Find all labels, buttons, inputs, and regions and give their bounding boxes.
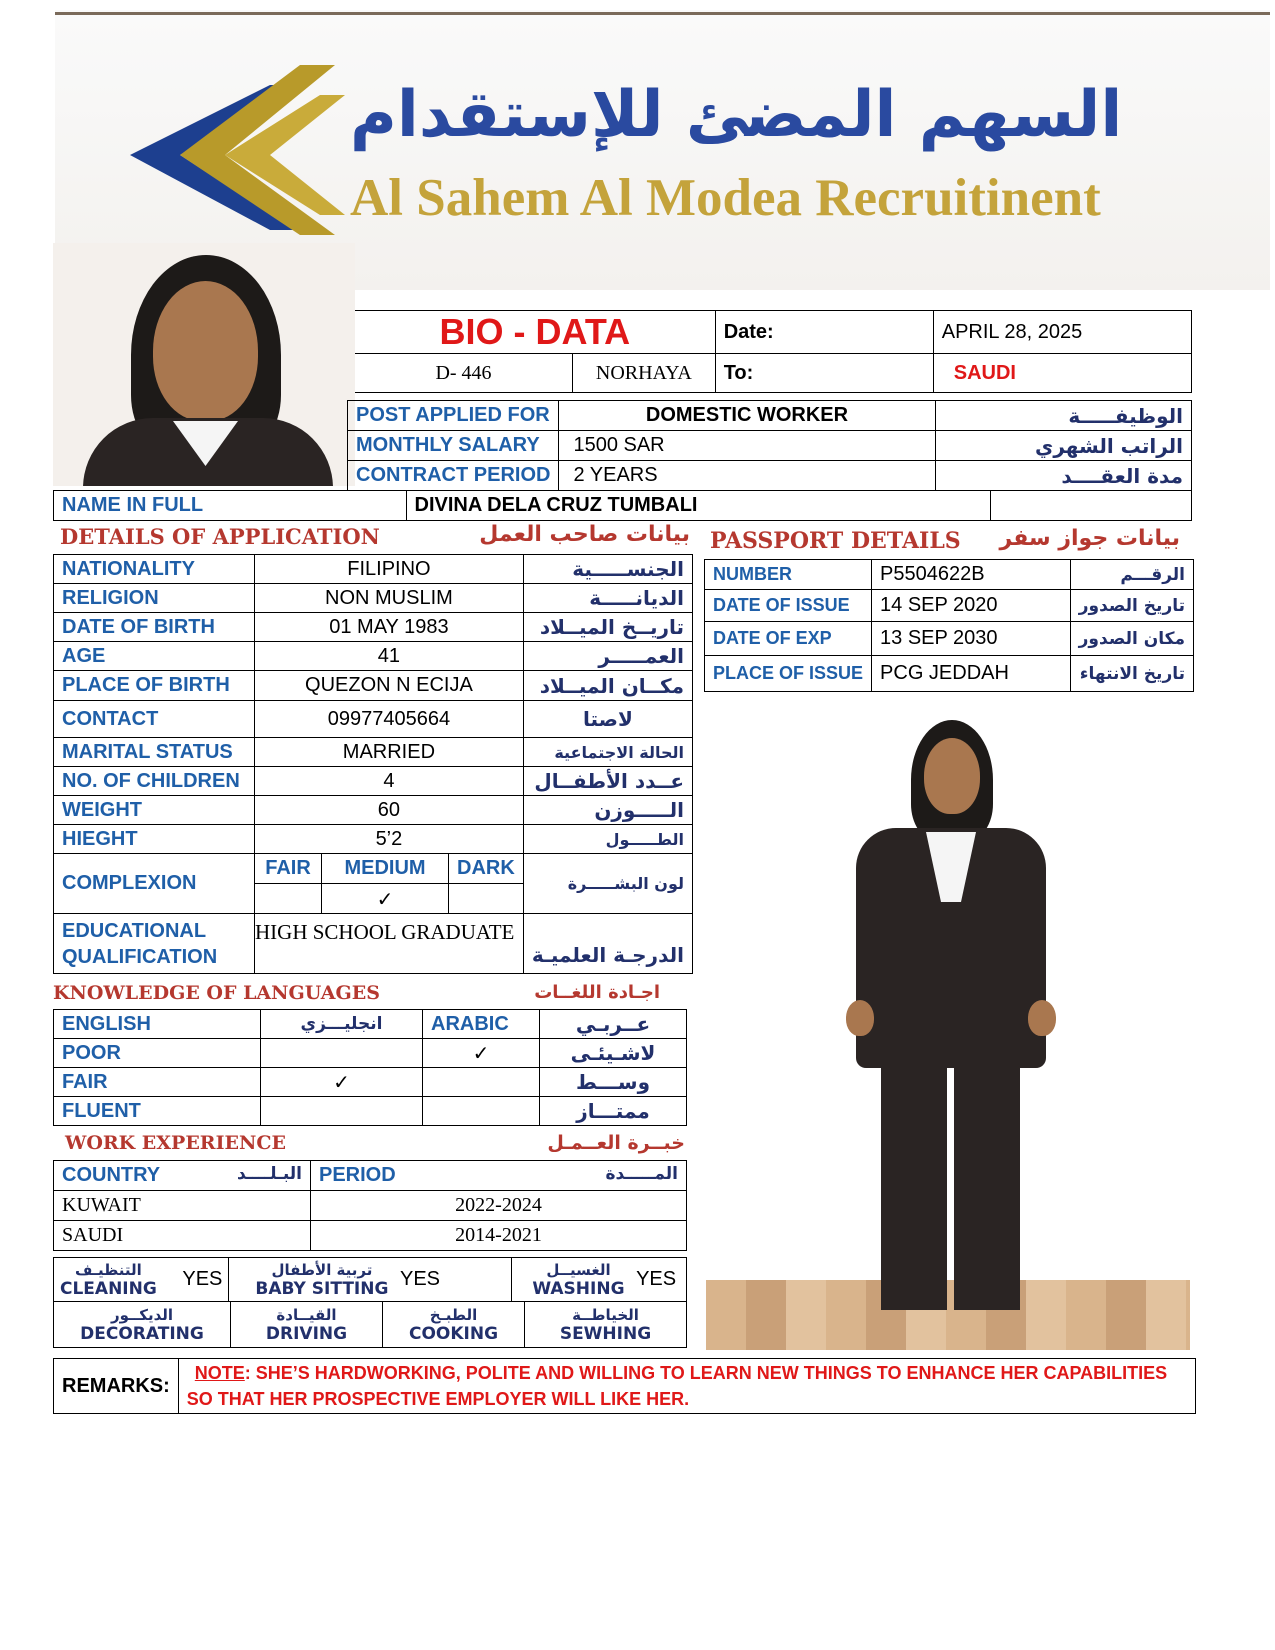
application-row [54, 738, 693, 767]
work-table [53, 1160, 687, 1251]
skill-cell [512, 1258, 687, 1302]
arabic-level-mark [423, 1097, 540, 1126]
skill-label: DRIVING [265, 1323, 348, 1344]
job-row [348, 461, 1192, 491]
field-value: 60 [255, 796, 524, 825]
passport-row [705, 656, 1194, 692]
passport-label-ar: تاريخ الانتهاء [1070, 656, 1193, 692]
job-label-ar: الراتب الشهري [935, 431, 1191, 461]
date-label: Date: [715, 311, 933, 354]
field-label-ar: الديانـــــة [523, 584, 692, 613]
skill-cell [231, 1302, 383, 1348]
field-label-ar: مكــان الميــلاد [523, 671, 692, 701]
level-label: POOR [54, 1039, 261, 1068]
job-label-ar: مدة العقــــد [935, 461, 1191, 491]
passport-value: 14 SEP 2020 [872, 590, 1071, 622]
passport-heading-ar: بيانات جواز سفر [999, 526, 1180, 551]
work-period: 2014-2021 [311, 1221, 687, 1251]
passport-label: PLACE OF ISSUE [705, 656, 872, 692]
field-label: MARITAL STATUS [54, 738, 255, 767]
education-row [54, 914, 693, 974]
education-label [54, 914, 255, 974]
work-country: KUWAIT [54, 1191, 311, 1221]
skill-label: BABY SITTING [255, 1278, 389, 1299]
portrait-photo [53, 243, 355, 486]
remarks-label: REMARKS: [54, 1359, 179, 1414]
field-label: CONTACT [54, 701, 255, 738]
complexion-label: COMPLEXION [54, 854, 255, 914]
application-row [54, 671, 693, 701]
skill-label-ar: الغسيــل [546, 1260, 611, 1279]
field-value: 4 [255, 767, 524, 796]
skills-row-2 [53, 1301, 687, 1348]
skill-label-ar: الطبـخ [429, 1305, 478, 1324]
level-label: FAIR [54, 1068, 261, 1097]
complexion-fair: FAIR [255, 854, 322, 884]
field-label: RELIGION [54, 584, 255, 613]
field-label-ar: الحالة الاجتماعية [523, 738, 692, 767]
language-level-row [54, 1068, 687, 1097]
field-value: NON MUSLIM [255, 584, 524, 613]
level-label-ar: لاشـيئـى [540, 1039, 687, 1068]
passport-label-ar: الرقـــم [1070, 560, 1193, 590]
period-label: PERIOD [319, 1164, 396, 1186]
name-value: DIVINA DELA CRUZ TUMBALI [406, 491, 991, 521]
period-header [311, 1161, 687, 1191]
skill-label: COOKING [408, 1323, 499, 1344]
company-name-arabic: السهم المضئ للإستقدام [350, 78, 1123, 152]
complexion-row [54, 854, 693, 914]
candidate-code: D- 446 [355, 354, 573, 393]
candidate-nickname: NORHAYA [573, 354, 716, 393]
application-row [54, 613, 693, 642]
country-label: COUNTRY [62, 1164, 161, 1186]
passport-value: P5504622B [872, 560, 1071, 590]
passport-value: PCG JEDDAH [872, 656, 1071, 692]
remarks-line2: SO THAT HER PROSPECTIVE EMPLOYER WILL LIKE HER. [186, 1389, 690, 1409]
education-value: HIGH SCHOOL GRADUATE [255, 914, 524, 974]
passport-table [704, 559, 1194, 692]
remarks-text [178, 1359, 1195, 1414]
education-label-line2: QUALIFICATION [62, 945, 218, 968]
field-label-ar: لاصتا [523, 701, 692, 738]
application-heading-ar: بيانات صاحب العمل [479, 522, 690, 547]
field-label: AGE [54, 642, 255, 671]
complexion-options [255, 854, 524, 914]
level-label-ar: ممتـــاز [540, 1097, 687, 1126]
skill-label: SEWHING [559, 1323, 652, 1344]
application-row [54, 796, 693, 825]
complexion-label-ar: لون البشـــــرة [523, 854, 692, 914]
english-level-mark: ✓ [261, 1068, 423, 1097]
skill-cell [54, 1258, 229, 1302]
languages-heading-ar: اجـادة اللغــات [534, 982, 660, 1003]
languages-heading: KNOWLEDGE OF LANGUAGES [53, 982, 380, 1004]
passport-heading: PASSPORT DETAILS [710, 528, 961, 554]
skill-label-ar: تربية الأطفال [271, 1260, 373, 1279]
skill-label-ar: التنظيـف [75, 1260, 142, 1279]
skill-value: YES [636, 1268, 677, 1290]
job-value: 2 YEARS [559, 461, 935, 491]
english-label-ar: انجليـــزي [261, 1010, 423, 1039]
passport-row [705, 622, 1194, 656]
country-label-ar: البـلــــد [237, 1164, 302, 1184]
skill-label: WASHING [532, 1278, 625, 1299]
application-row [54, 584, 693, 613]
job-label-ar: الوظيفـــــة [935, 401, 1191, 431]
work-row [54, 1191, 687, 1221]
field-label-ar: تاريــخ الميــلاد [523, 613, 692, 642]
skill-cell [525, 1302, 687, 1348]
skill-value: YES [182, 1268, 223, 1290]
field-value: QUEZON N ECIJA [255, 671, 524, 701]
date-value: APRIL 28, 2025 [933, 311, 1191, 354]
field-value: 01 MAY 1983 [255, 613, 524, 642]
job-value: DOMESTIC WORKER [559, 401, 935, 431]
field-label-ar: العمـــــر [523, 642, 692, 671]
job-label: CONTRACT PERIOD [348, 461, 559, 491]
application-row [54, 701, 693, 738]
application-row [54, 767, 693, 796]
language-level-row [54, 1039, 687, 1068]
banner-top-line [55, 12, 1270, 15]
field-label: NO. OF CHILDREN [54, 767, 255, 796]
remarks-line1: : SHE’S HARDWORKING, POLITE AND WILLING TO LEARN NEW THINGS TO ENHANCE HER CAPABILITIES [244, 1363, 1168, 1383]
complexion-medium: MEDIUM [322, 854, 449, 884]
field-label: NATIONALITY [54, 555, 255, 584]
work-heading: WORK EXPERIENCE [65, 1132, 286, 1154]
passport-label-ar: تاريخ الصدور [1070, 590, 1193, 622]
passport-value: 13 SEP 2030 [872, 622, 1071, 656]
work-row [54, 1221, 687, 1251]
skill-label-ar: القيــادة [276, 1305, 337, 1324]
field-label-ar: الـــــوزن [523, 796, 692, 825]
english-level-mark [261, 1039, 423, 1068]
application-row [54, 825, 693, 854]
field-label-ar: عــدد الأطفــال [523, 767, 692, 796]
level-label: FLUENT [54, 1097, 261, 1126]
arabic-label: ARABIC [423, 1010, 540, 1039]
to-label: To: [715, 354, 933, 393]
field-label: HIEGHT [54, 825, 255, 854]
arabic-level-mark: ✓ [423, 1039, 540, 1068]
field-value: 09977405664 [255, 701, 524, 738]
passport-label-ar: مكان الصدور [1070, 622, 1193, 656]
to-value: SAUDI [933, 354, 1191, 393]
education-label-line1: EDUCATIONAL [62, 919, 207, 942]
job-label: POST APPLIED FOR [348, 401, 559, 431]
arabic-level-mark [423, 1068, 540, 1097]
biodata-header-table [355, 310, 1192, 393]
passport-label: NUMBER [705, 560, 872, 590]
field-label-ar: الجنســـــية [523, 555, 692, 584]
complexion-medium-mark: ✓ [322, 884, 449, 914]
name-table [53, 490, 1192, 521]
skill-label: CLEANING [60, 1278, 157, 1299]
complexion-dark: DARK [449, 854, 523, 884]
field-label: PLACE OF BIRTH [54, 671, 255, 701]
name-label: NAME IN FULL [54, 491, 407, 521]
arabic-label-ar: عــربـي [540, 1010, 687, 1039]
passport-row [705, 590, 1194, 622]
work-country: SAUDI [54, 1221, 311, 1251]
passport-label: DATE OF EXP [705, 622, 872, 656]
field-value: 41 [255, 642, 524, 671]
field-value: FILIPINO [255, 555, 524, 584]
skill-cell [383, 1302, 525, 1348]
job-table [347, 400, 1192, 491]
company-name-english: Al Sahem Al Modea Recruitinent [350, 169, 1101, 227]
application-row [54, 642, 693, 671]
skill-label-ar: الديكــور [110, 1305, 174, 1324]
company-logo [120, 45, 360, 235]
application-row [54, 555, 693, 584]
level-label-ar: وســـط [540, 1068, 687, 1097]
passport-row [705, 560, 1194, 590]
job-row [348, 401, 1192, 431]
application-heading: DETAILS OF APPLICATION [60, 524, 380, 549]
languages-table [53, 1009, 687, 1126]
remarks-note: NOTE [194, 1363, 245, 1383]
english-label: ENGLISH [54, 1010, 261, 1039]
complexion-dark-mark [449, 884, 523, 914]
application-table [53, 554, 693, 974]
skill-cell [229, 1258, 512, 1302]
skill-label: DECORATING [80, 1323, 204, 1344]
language-level-row [54, 1097, 687, 1126]
work-period: 2022-2024 [311, 1191, 687, 1221]
biodata-title: BIO - DATA [355, 311, 715, 354]
field-label: DATE OF BIRTH [54, 613, 255, 642]
complexion-fair-mark [255, 884, 322, 914]
remarks-table [53, 1358, 1196, 1414]
field-label: WEIGHT [54, 796, 255, 825]
job-value: 1500 SAR [559, 431, 935, 461]
wood-floor [706, 1280, 1190, 1350]
skill-value: YES [400, 1268, 441, 1290]
skills-row-1 [53, 1257, 687, 1302]
skill-cell [54, 1302, 231, 1348]
job-row [348, 431, 1192, 461]
education-label-ar: الدرجـة العلميـة [523, 914, 692, 974]
period-label-ar: المـــــدة [605, 1164, 678, 1184]
english-level-mark [261, 1097, 423, 1126]
passport-label: DATE OF ISSUE [705, 590, 872, 622]
field-label-ar: الطـــــول [523, 825, 692, 854]
name-empty-cell [991, 491, 1192, 521]
field-value: 5’2 [255, 825, 524, 854]
full-body-photo [706, 700, 1190, 1350]
job-label: MONTHLY SALARY [348, 431, 559, 461]
work-heading-ar: خبــرة العــمـل [547, 1132, 685, 1154]
skill-label-ar: الخياطــة [572, 1305, 639, 1324]
field-value: MARRIED [255, 738, 524, 767]
country-header [54, 1161, 311, 1191]
